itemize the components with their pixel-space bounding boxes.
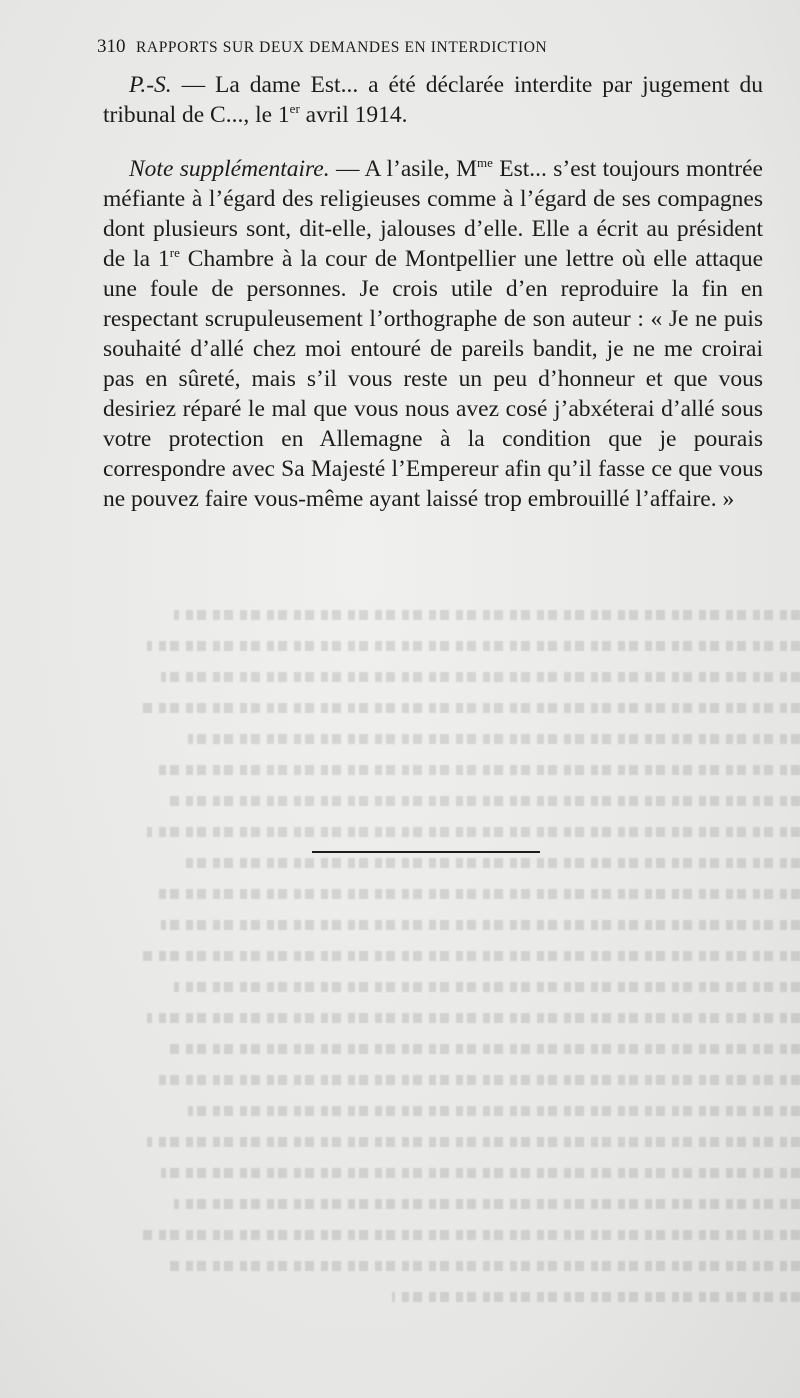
running-title: RAPPORTS SUR DEUX DEMANDES EN INTERDICTION (135, 39, 548, 56)
postscript-label: P.-S. (129, 72, 172, 98)
postscript-text-end: avril 1914. (299, 102, 408, 128)
ordinal-superscript: er (289, 101, 300, 117)
postscript-paragraph (103, 70, 763, 130)
section-end-rule (312, 851, 540, 853)
title-superscript: me (477, 155, 493, 171)
running-head (97, 36, 707, 60)
note-text-part-1: A l’asile, M (364, 156, 478, 182)
postscript-text: La dame Est... a été déclarée interdite par jugement du tribunal de C..., le 1 (103, 72, 764, 128)
page-number: 310 (97, 36, 126, 57)
body-text (103, 70, 763, 514)
note-text-part-2: Est... s’est toujours montrée méfiante à l’égard des religieuses comme à l’égard de ses compagnes dont plusieurs sont, dit-elle, jalouses d’elle. Elle a écrit au président de la 1 (103, 156, 763, 272)
note-dash: — (329, 156, 365, 182)
note-text-part-3: Chambre à la cour de Montpellier une lettre où elle attaque une foule de personnes. Je crois utile d’en reproduire la fin en respectant scrupuleusement l’orthographe de son auteur : « Je ne puis souhaité d’allé chez moi entouré de pareils bandit, je ne me croirai pas en sûreté, mais s’il vous reste un peu d’honneur et que vous desiriez réparé le mal que vous nous avez cosé j’abxéterai d’allé sous votre protection en Allemagne à la condition que je pourais correspondre avec Sa Majesté l’Empereur afin qu’il fasse ce que vous ne pouvez faire vous-même ayant laissé trop embrouillé l’affaire. » (103, 246, 764, 512)
verso-show-through (120, 610, 800, 1350)
note-label: Note supplémentaire. (129, 156, 330, 182)
postscript-dash: — (171, 72, 216, 98)
ordinal-superscript: re (169, 245, 180, 261)
note-paragraph (103, 154, 763, 514)
